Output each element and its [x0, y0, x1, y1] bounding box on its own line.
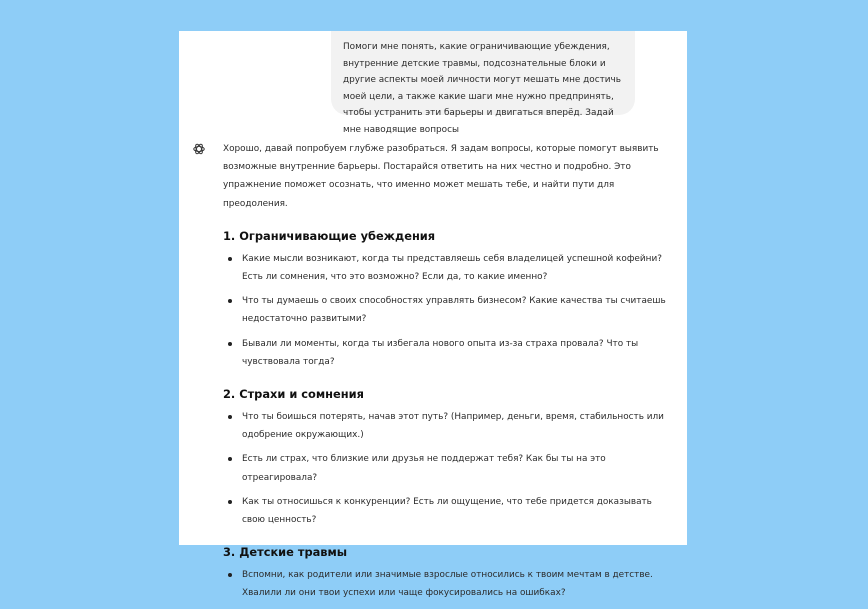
list-item-text: Вспомни, как родители или значимые взрослые относились к твоим мечтам в детстве. Хвалили ли они твои успехи или чаще фокусировались на ошибках?	[242, 570, 653, 599]
list-item-text: Какие мысли возникают, когда ты представляешь себя владелицей успешной кофейни? Есть ли сомнения, что это возможно? Если да, то какие именно?	[242, 253, 662, 283]
bullet	[228, 299, 232, 303]
list-item	[223, 408, 673, 444]
list-item-text: Что ты боишься потерять, начав этот путь? (Например, деньги, время, стабильность или одобрение окружающих.)	[242, 412, 664, 441]
user-message-text: Помоги мне понять, какие ограничивающие убеждения, внутренние детские травмы, подсознательные блоки и другие аспекты моей личности могут мешать мне достичь моей цели, а также какие шаги мне нужно предпринять, чтобы устранить эти барьеры и двигаться вперёд. Задай мне наводящие вопросы	[343, 42, 622, 135]
bullet	[228, 342, 232, 346]
bullet	[228, 573, 232, 577]
list-item-text: Как ты относишься к конкуренции? Есть ли ощущение, что тебе придется доказывать свою ценность?	[242, 496, 652, 526]
list-item	[223, 493, 673, 529]
section-heading: 3. Детские травмы	[223, 545, 348, 560]
list-item-text: Есть ли страх, что близкие или друзья не поддержат тебя? Как бы ты на это отреагировала?	[242, 454, 606, 483]
user-message-bubble	[331, 31, 635, 135]
list-item	[223, 250, 673, 286]
bullet	[228, 257, 232, 261]
list-item-text: Что ты думаешь о своих способностях управлять бизнесом? Какие качества ты считаешь недостаточно развитыми?	[242, 296, 666, 325]
list-item	[223, 335, 673, 371]
section-heading: 1. Ограничивающие убеждения	[223, 228, 436, 243]
list-item	[223, 450, 673, 486]
section-heading: 2. Страхи и сомнения	[223, 387, 364, 402]
question-list	[223, 566, 673, 602]
assistant-message-content	[223, 140, 673, 609]
assistant-intro: Хорошо, давай попробуем глубже разобраться. Я задам вопросы, которые помогут выявить возможные внутренние барьеры. Постарайся ответить на них честно и подробно. Это упражнение поможет осознать, что именно может мешать тебе, и найти пути для преодоления.	[223, 144, 659, 209]
openai-logo-icon	[192, 142, 206, 156]
question-list	[223, 250, 673, 371]
list-item	[223, 292, 673, 328]
list-item-text: Бывали ли моменты, когда ты избегала нового опыта из-за страха провала? Что ты чувствовала тогда?	[242, 338, 639, 367]
chat-panel	[179, 31, 687, 599]
bullet	[228, 500, 232, 504]
question-list	[223, 408, 673, 529]
bullet	[228, 457, 232, 461]
list-item	[223, 566, 673, 602]
bullet	[228, 415, 232, 419]
